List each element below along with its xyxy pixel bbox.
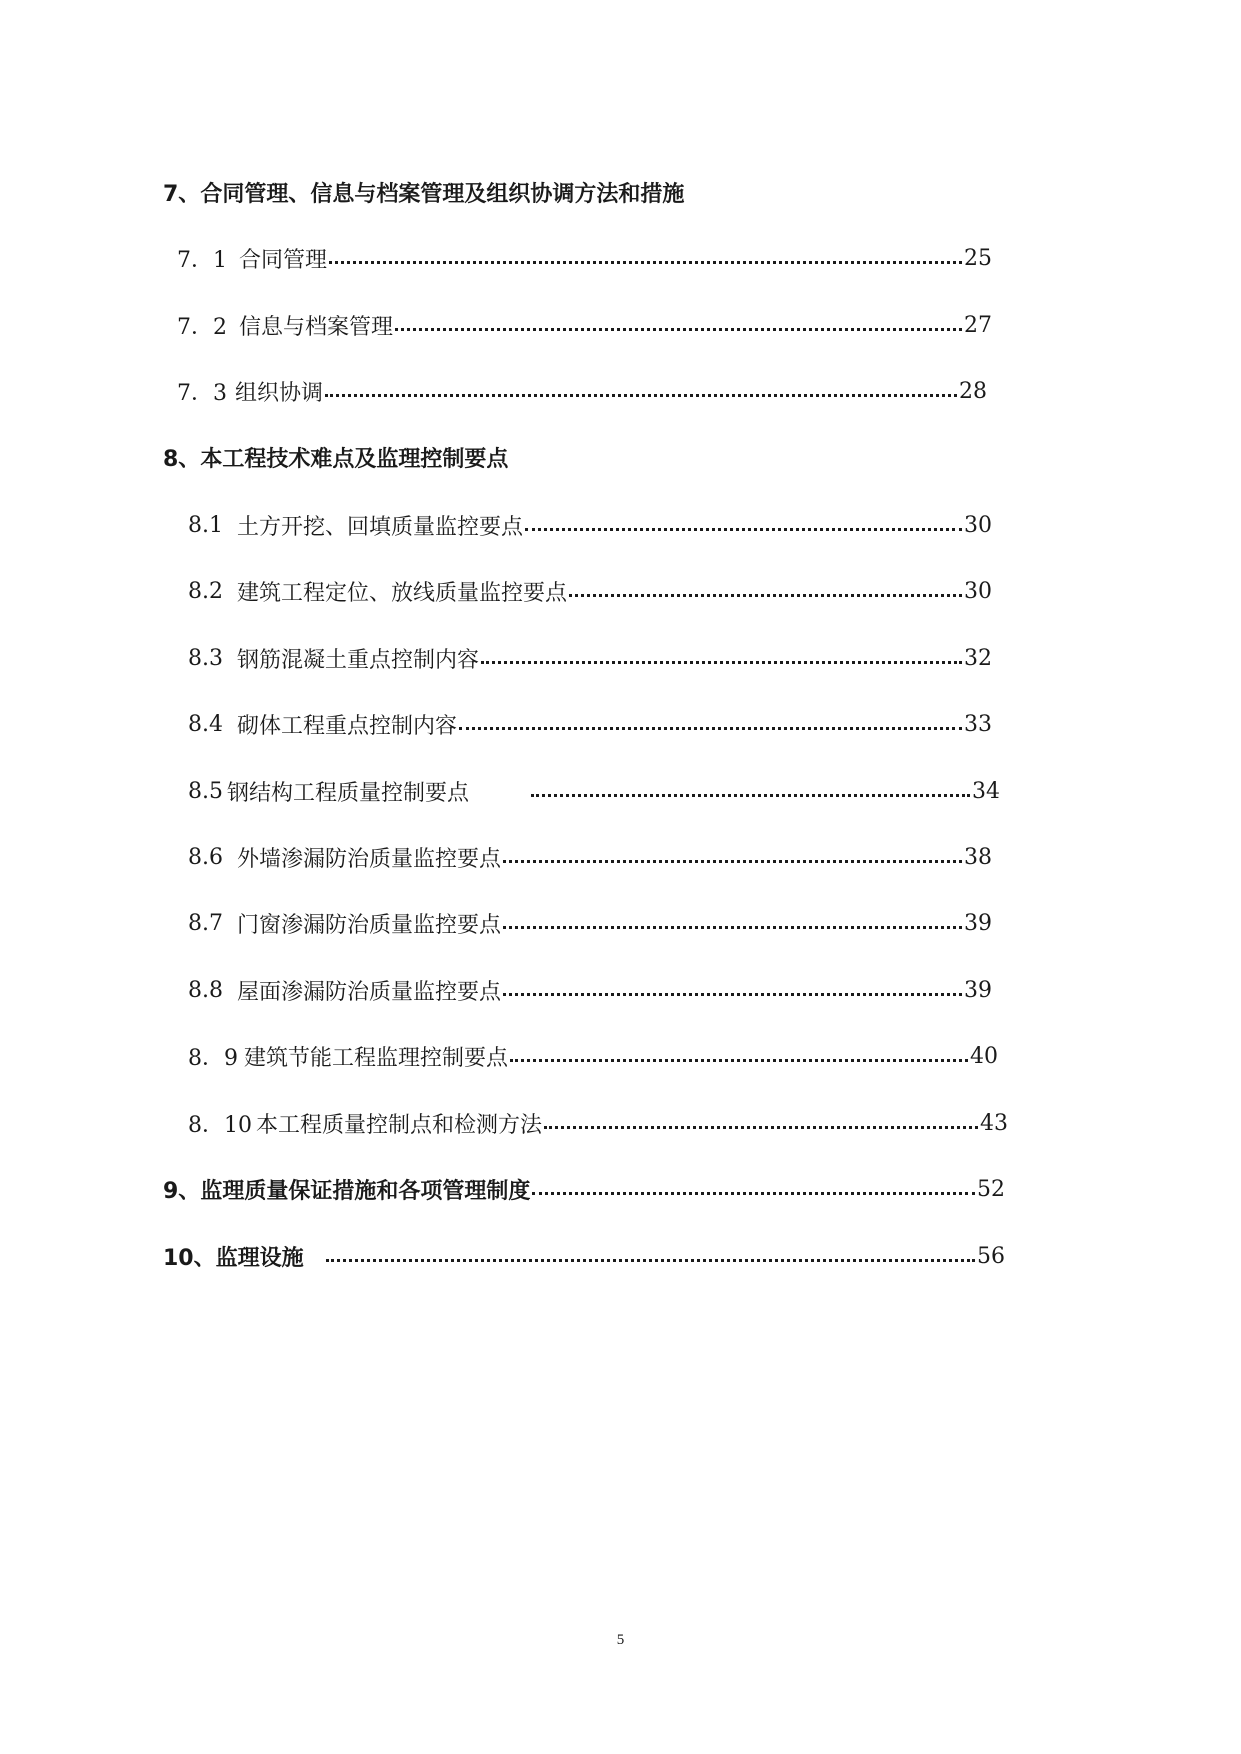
dot-leader: [510, 1059, 968, 1062]
toc-number: 7．2: [177, 314, 227, 340]
toc-page-number: 34: [972, 778, 1000, 804]
toc-entry-7-3[interactable]: [177, 371, 987, 411]
toc-number: 7．1: [177, 247, 227, 273]
dot-leader: [326, 1259, 975, 1262]
toc-page-number: 25: [964, 245, 992, 271]
toc-entry-8-9[interactable]: [188, 1036, 998, 1076]
toc-page-number: 39: [964, 910, 992, 936]
toc-entry-8-1[interactable]: [188, 505, 992, 545]
toc-title: 砌体工程重点控制内容: [237, 713, 458, 739]
toc-page-number: 28: [959, 378, 987, 404]
toc-title: 建筑节能工程监理控制要点: [244, 1045, 509, 1071]
toc-number: 8．10: [188, 1112, 252, 1138]
dot-leader: [481, 661, 962, 664]
toc-title: 监理质量保证措施和各项管理制度: [200, 1178, 531, 1204]
toc-title: 组织协调: [235, 380, 324, 406]
toc-title: 监理设施: [215, 1245, 304, 1271]
toc-entry-7-2[interactable]: [177, 305, 992, 345]
dot-leader: [544, 1126, 978, 1129]
dot-leader: [325, 394, 957, 397]
toc-title: 建筑工程定位、放线质量监控要点: [237, 580, 568, 606]
toc-number: 8.6: [188, 844, 223, 870]
toc-page-number: 40: [970, 1043, 998, 1069]
toc-number: 8.8: [188, 977, 223, 1003]
toc-title: 本工程质量控制点和检测方法: [256, 1112, 543, 1138]
toc-title: 外墙渗漏防治质量监控要点: [237, 846, 502, 872]
toc-entry-8-5[interactable]: [188, 771, 1000, 811]
toc-number: 8、: [163, 446, 201, 472]
toc-number: 8.1: [188, 512, 223, 538]
toc-entry-8-10[interactable]: [188, 1103, 1008, 1143]
toc-title: 合同管理、信息与档案管理及组织协调方法和措施: [200, 181, 685, 207]
toc-page-number: 27: [964, 312, 992, 338]
toc-page-number: 43: [980, 1110, 1008, 1136]
toc-number: 8.7: [188, 910, 223, 936]
toc-page-number: 32: [964, 645, 992, 671]
toc-page-number: 52: [977, 1176, 1005, 1202]
dot-leader: [532, 1192, 975, 1195]
dot-leader: [569, 594, 962, 597]
toc-number: 8.4: [188, 711, 223, 737]
toc-title: 屋面渗漏防治质量监控要点: [237, 979, 502, 1005]
toc-entry-8-8[interactable]: [188, 970, 992, 1010]
toc-heading-8[interactable]: [163, 437, 863, 477]
toc-number: 10、: [163, 1245, 216, 1271]
toc-entry-8-7[interactable]: [188, 903, 992, 943]
toc-entry-7-1[interactable]: [177, 238, 992, 278]
dot-leader: [531, 794, 970, 797]
toc-page-number: 39: [964, 977, 992, 1003]
toc-title: 合同管理: [239, 247, 328, 273]
toc-page-number: 33: [964, 711, 992, 737]
dot-leader: [503, 860, 962, 863]
dot-leader: [503, 993, 962, 996]
toc-page-number: 56: [977, 1243, 1005, 1269]
toc-heading-9[interactable]: [163, 1169, 1005, 1209]
toc-heading-10[interactable]: [163, 1236, 1005, 1276]
toc-title: 土方开挖、回填质量监控要点: [237, 514, 524, 540]
toc-page-number: 30: [964, 578, 992, 604]
toc-title: 本工程技术难点及监理控制要点: [200, 446, 509, 472]
toc-number: 7、: [163, 181, 201, 207]
toc-number: 8.3: [188, 645, 223, 671]
toc-number: 8.2: [188, 578, 223, 604]
dot-leader: [525, 528, 962, 531]
toc-entry-8-2[interactable]: [188, 571, 992, 611]
toc-entry-8-4[interactable]: [188, 704, 992, 744]
dot-leader: [459, 727, 962, 730]
toc-heading-7[interactable]: [163, 172, 1063, 212]
toc-number: 8．9: [188, 1045, 238, 1071]
dot-leader: [503, 926, 962, 929]
toc-number: 8.5: [188, 778, 223, 804]
toc-title: 信息与档案管理: [239, 314, 394, 340]
toc-title: 门窗渗漏防治质量监控要点: [237, 912, 502, 938]
dot-leader: [329, 261, 962, 264]
toc-title: 钢结构工程质量控制要点: [227, 780, 470, 806]
page-number: 5: [616, 1632, 625, 1648]
toc-title: 钢筋混凝土重点控制内容: [237, 647, 480, 673]
toc-entry-8-3[interactable]: [188, 638, 992, 678]
toc-entry-8-6[interactable]: [188, 837, 992, 877]
toc-number: 9、: [163, 1178, 201, 1204]
toc-number: 7．3: [177, 380, 227, 406]
toc-page-number: 38: [964, 844, 992, 870]
toc-page-number: 30: [964, 512, 992, 538]
dot-leader: [395, 328, 962, 331]
